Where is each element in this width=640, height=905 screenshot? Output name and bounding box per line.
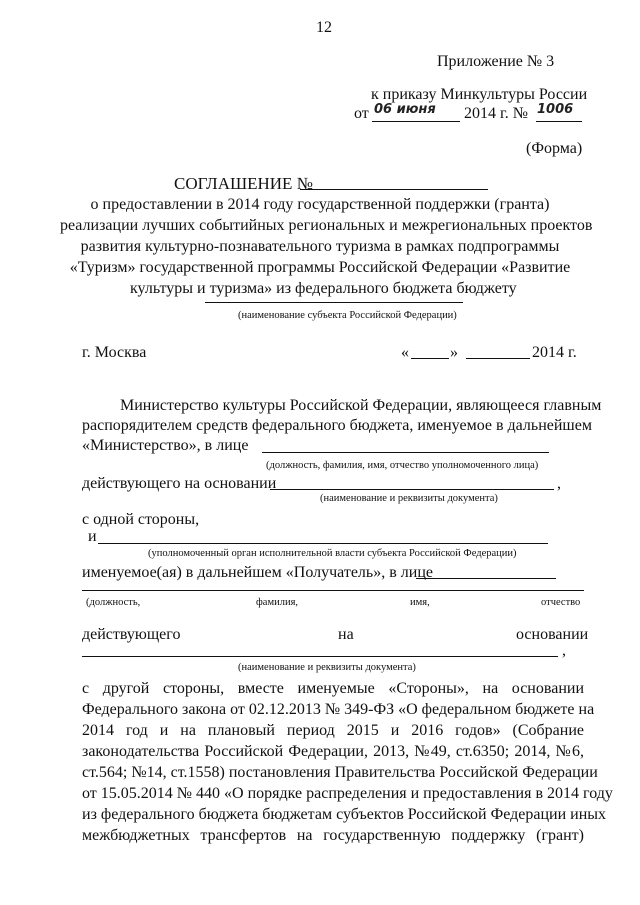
basis-blank	[270, 489, 554, 490]
final-line-6: от 15.05.2014 № 440 «О порядке распределения и предоставления в 2014 году	[82, 785, 613, 802]
on-word: на	[338, 626, 354, 643]
and-label: и	[88, 528, 97, 545]
agreement-number-line	[300, 189, 488, 190]
one-side-label: с одной стороны,	[82, 511, 200, 528]
month-blank	[466, 358, 530, 359]
acting-word: действующего	[82, 626, 181, 643]
handwritten-number: 1006	[537, 102, 574, 117]
year-label: 2014 г.	[532, 344, 577, 361]
final-line-5: ст.564; №14, ст.1558) постановления Правительства Российской Федерации	[82, 764, 598, 781]
title-line-5: культуры и туризма» из федерального бюджета бюджету	[130, 280, 517, 297]
title-line-3: развития культурно-познавательного туризма в рамках подпрограммы	[80, 238, 560, 255]
para1-line-1: Министерство культуры Российской Федерации, являющееся главным	[120, 397, 602, 414]
final-line-1: с другой стороны, вместе именуемые «Стороны», на основании	[82, 680, 584, 697]
handwritten-date: 06 июня	[374, 102, 436, 117]
final-line-4: законодательства Российской Федерации, 2013, №49, ст.6350; 2014, №6,	[82, 743, 584, 760]
basis-blank-2	[82, 656, 558, 657]
agreement-title: СОГЛАШЕНИЕ №	[174, 174, 313, 193]
city-label: г. Москва	[82, 344, 147, 361]
final-line-2: Федерального закона от 02.12.2013 № 349-ФЗ «О федеральном бюджете на	[82, 701, 595, 718]
title-line-2: реализации лучших событийных региональных и межрегиональных проектов	[60, 217, 593, 234]
document-caption: (наименование и реквизиты документа)	[320, 493, 498, 504]
subject-line	[205, 302, 463, 303]
title-line-1: о предоставлении в 2014 году государственной поддержки (гранта)	[90, 196, 550, 213]
order-reference: к приказу Минкультуры России	[371, 86, 588, 103]
caption-name: имя,	[410, 597, 430, 608]
basis-comma-2: ,	[562, 642, 566, 659]
caption-patronymic: отчество	[541, 597, 581, 608]
official-caption: (должность, фамилия, имя, отчество уполномоченного лица)	[266, 460, 539, 471]
appendix-label: Приложение № 3	[437, 53, 555, 70]
page-number: 12	[316, 19, 332, 36]
date-underline	[372, 121, 460, 122]
recipient-official-line	[82, 590, 584, 591]
document-caption-2: (наименование и реквизиты документа)	[238, 662, 416, 673]
para1-line-2: распорядителем средств федерального бюджета, именуемое в дальнейшем	[82, 417, 592, 434]
basis-comma: ,	[557, 475, 561, 492]
date-close-quote: »	[450, 344, 458, 361]
authority-blank	[98, 543, 548, 544]
date-year-number: 2014 г. №	[464, 105, 529, 122]
basis-word: основании	[516, 626, 589, 643]
official-blank	[262, 452, 549, 453]
date-open-quote: «	[401, 344, 409, 361]
date-prefix: от	[354, 105, 369, 122]
acting-basis-label: действующего на основании	[82, 475, 277, 492]
recipient-blank	[416, 578, 556, 579]
final-line-8: межбюджетных трансфертов на государственную поддержку (грант)	[82, 827, 584, 844]
final-line-7: из федерального бюджета бюджетам субъектов Российской Федерации иных	[82, 806, 607, 823]
recipient-label: именуемое(ая) в дальнейшем «Получатель», в лице	[82, 564, 433, 581]
number-underline	[536, 121, 582, 122]
subject-caption: (наименование субъекта Российской Федерации)	[238, 310, 457, 321]
authority-caption: (уполномоченный орган исполнительной власти субъекта Российской Федерации)	[148, 548, 517, 559]
caption-position: (должность,	[86, 597, 141, 608]
day-blank	[411, 358, 449, 359]
caption-surname: фамилия,	[256, 597, 299, 608]
para1-line-3: «Министерство», в лице	[82, 437, 249, 454]
form-label: (Форма)	[526, 140, 583, 157]
title-line-4: «Туризм» государственной программы Российской Федерации «Развитие	[69, 259, 571, 276]
final-line-3: 2014 год и на плановый период 2015 и 2016 годов» (Собрание	[82, 722, 584, 739]
